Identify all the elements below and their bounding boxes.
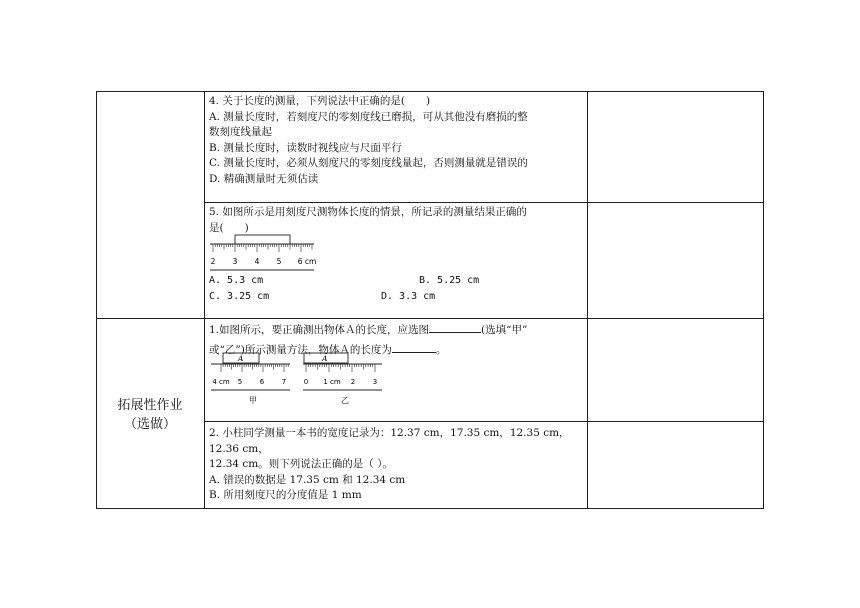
fig-yi <box>300 352 390 406</box>
q5-option-d: D. 3.3 cm <box>381 291 436 302</box>
border-top <box>96 91 764 92</box>
q5-option-b: B. 5.25 cm <box>419 275 480 286</box>
border-left <box>96 91 97 509</box>
fig-jia <box>208 352 298 406</box>
q5-stem-line2: 是( ) <box>209 221 249 234</box>
fig-jia-caption: 甲 <box>249 396 257 405</box>
q5-option-a: A. 5.3 cm <box>209 275 264 286</box>
question-4 <box>209 94 528 187</box>
fig-jia-tick-4: 4 cm <box>212 378 230 386</box>
fig-jia-ticks <box>221 364 288 372</box>
ext1-text2a: 或“乙”)所示测量方法，物体Ａ的长度为 <box>209 343 392 356</box>
row-divider-ext <box>204 421 764 422</box>
border-bottom <box>96 508 764 509</box>
q5-tick-label-5: 5 <box>276 257 282 266</box>
q5-measured-object <box>235 235 290 244</box>
row-divider-q4-q5 <box>204 202 764 203</box>
ext-question-2 <box>209 426 570 504</box>
q5-option-c: C. 3.25 cm <box>209 291 270 302</box>
fig-jia-tick-5: 5 <box>237 378 243 386</box>
fig-jia-object-label: A <box>238 354 244 363</box>
ext1-text1a: 1.如图所示，要正确测出物体Ａ的长度，应选图 <box>209 324 430 336</box>
ext1-blank-choice <box>429 321 481 333</box>
fig-jia-tick-6: 6 <box>259 378 265 386</box>
q4-stem: 4. 关于长度的测量，下列说法中正确的是( ) <box>209 95 431 107</box>
ext1-blank-length <box>392 341 436 353</box>
col-divider-2 <box>587 91 588 509</box>
fig-yi-tick-1: 1 cm <box>323 378 341 386</box>
q5-tick-label-3: 3 <box>232 257 238 266</box>
q5-stem-line1: 5. 如图所示是用刻度尺测物体长度的情景，所记录的测量结果正确的 <box>209 206 527 218</box>
col-divider-1 <box>204 91 205 509</box>
row-label <box>96 396 204 434</box>
border-right <box>763 91 764 509</box>
ext2-line1: 2. 小柱同学测量一本书的宽度记录为：12.37 cm，17.35 cm，12.35 cm， <box>209 427 570 439</box>
q5-tick-label-2: 2 <box>210 257 216 266</box>
q5-ruler-ticks <box>213 244 312 252</box>
ext1-text2b: 。 <box>435 343 447 356</box>
ext2-line2: 12.36 cm， <box>209 442 269 455</box>
ext2-line3: 12.34 cm。则下列说法正确的是（ ）。 <box>209 458 393 470</box>
fig-yi-ticks <box>306 364 375 372</box>
q4-option-c: C. 测量长度时，必须从刻度尺的零刻度线量起，否则测量就是错误的 <box>209 157 528 169</box>
q4-option-a: A. 测量长度时，若刻度尺的零刻度线已磨损，可从其他没有磨损的整 <box>209 110 528 123</box>
q5-tick-label-6: 6 cm <box>297 257 317 266</box>
row-divider-section <box>96 318 764 319</box>
q4-option-a-cont: 数刻度线量起 <box>209 126 272 138</box>
q5-ruler-figure <box>206 233 326 273</box>
row-label-line2: （选做） <box>123 417 176 432</box>
ext1-text1b: (选填“甲” <box>481 324 528 336</box>
fig-yi-tick-2: 2 <box>350 378 356 386</box>
fig-jia-tick-7: 7 <box>281 378 287 386</box>
fig-yi-caption: 乙 <box>341 396 349 405</box>
fig-yi-object-label: A <box>322 354 328 363</box>
row-label-line1: 拓展性作业 <box>117 398 183 413</box>
fig-yi-tick-0: 0 <box>303 378 309 386</box>
q4-option-b: B. 测量长度时，读数时视线应与尺面平行 <box>209 141 402 154</box>
ext2-option-b: B. 所用刻度尺的分度值是 1 mm <box>209 489 362 501</box>
q5-tick-label-4: 4 <box>254 257 260 266</box>
q4-option-d: D. 精确测量时无须估读 <box>209 172 319 185</box>
fig-yi-tick-3: 3 <box>372 378 378 386</box>
q5-options <box>209 273 584 306</box>
question-5 <box>209 205 527 236</box>
ext1-line1 <box>209 321 527 339</box>
ext2-option-a: A. 错误的数据是 17.35 cm 和 12.34 cm <box>209 473 406 486</box>
